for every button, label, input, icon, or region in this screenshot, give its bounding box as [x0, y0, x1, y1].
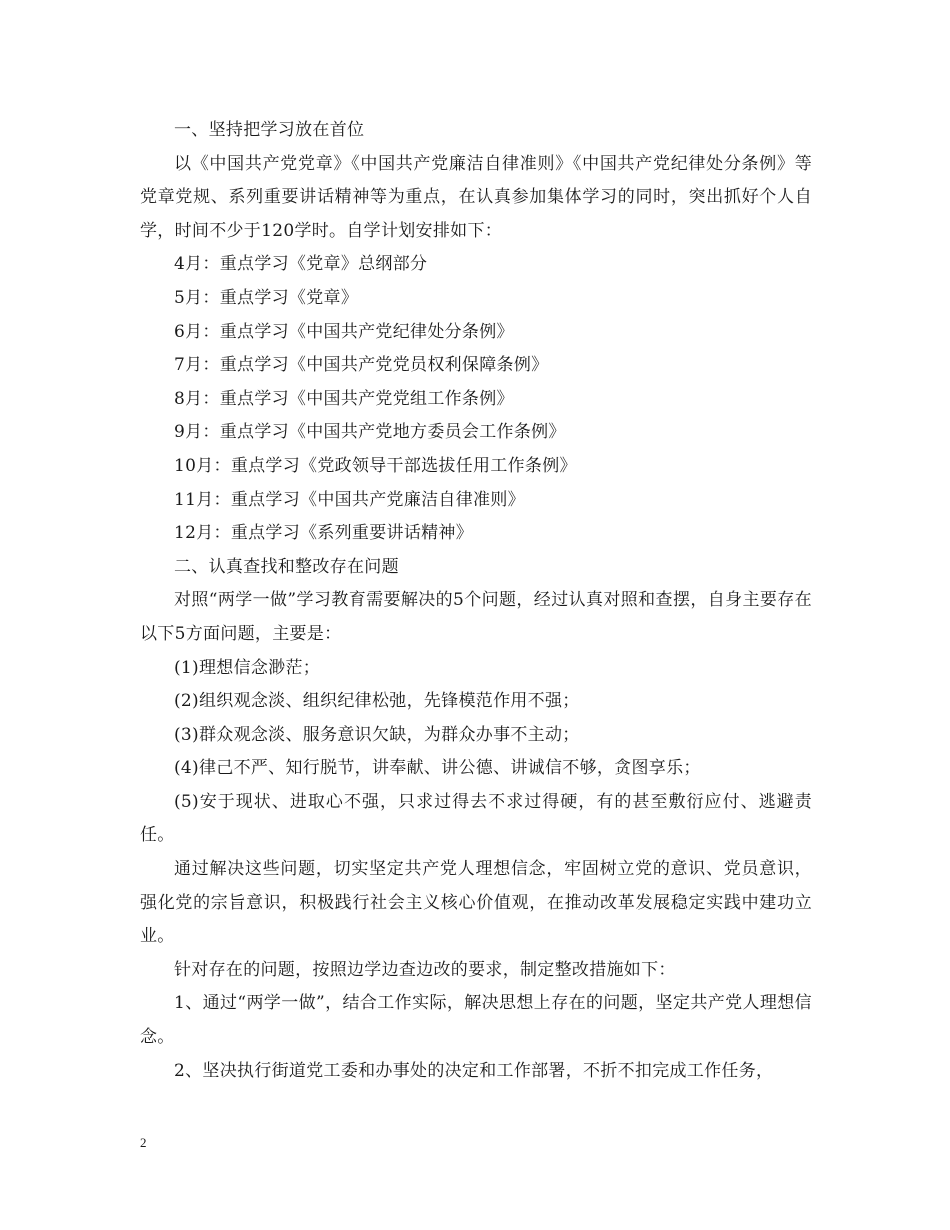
schedule-item-july: 7月：重点学习《中国共产党党员权利保障条例》 — [174, 355, 549, 376]
schedule-item-september: 9月：重点学习《中国共产党地方委员会工作条例》 — [174, 422, 566, 443]
problem-item-4: (4)律己不严、知行脱节，讲奉献、讲公德、讲诚信不够，贪图享乐； — [174, 758, 701, 779]
paragraph-problems-intro: 对照“两学一做”学习教育需要解决的5个问题，经过认真对照和查摆，自身主要存在以下5方面问题，主要是： — [140, 590, 812, 644]
section-heading-2: 二、认真查找和整改存在问题 — [174, 556, 399, 577]
problem-item-1: (1)理想信念渺茫； — [174, 657, 321, 678]
measure-item-1: 1、通过“两学一做”，结合工作实际，解决思想上存在的问题，坚定共产党人理想信念。 — [140, 993, 812, 1048]
page-number: 2 — [140, 1135, 147, 1150]
schedule-item-may: 5月：重点学习《党章》 — [174, 287, 359, 308]
schedule-item-november: 11月：重点学习《中国共产党廉洁自律准则》 — [174, 489, 525, 510]
section-heading-1: 一、坚持把学习放在首位 — [174, 120, 365, 140]
problem-item-3: (3)群众观念淡、服务意识欠缺，为群众办事不主动； — [174, 724, 580, 745]
schedule-item-august: 8月：重点学习《中国共产党党组工作条例》 — [174, 388, 514, 409]
document-body — [140, 114, 812, 1088]
schedule-item-june: 6月：重点学习《中国共产党纪律处分条例》 — [174, 321, 514, 342]
schedule-item-october: 10月：重点学习《党政领导干部选拔任用工作条例》 — [174, 455, 577, 476]
paragraph-measures-intro: 针对存在的问题，按照边学边查边改的要求，制定整改措施如下： — [174, 959, 676, 980]
problem-item-2: (2)组织观念淡、组织纪律松弛，先锋模范作用不强； — [174, 691, 580, 712]
paragraph-study-focus: 以《中国共产党党章》《中国共产党廉洁自律准则》《中国共产党纪律处分条例》等党章党规、系列重要讲话精神等为重点，在认真参加集体学习的同时，突出抓好个人自学，时间不少于120学时。自学计划安排如下： — [140, 153, 812, 241]
measure-item-2: 2、坚决执行街道党工委和办事处的决定和工作部署，不折不扣完成工作任务， — [174, 1060, 774, 1081]
problem-item-5: (5)安于现状、进取心不强，只求过得去不求过得硬，有的甚至敷衍应付、逃避责任。 — [140, 791, 812, 846]
schedule-item-april: 4月：重点学习《党章》总纲部分 — [174, 254, 428, 275]
schedule-item-december: 12月：重点学习《系列重要讲话精神》 — [174, 523, 474, 544]
paragraph-goals: 通过解决这些问题，切实坚定共产党人理想信念，牢固树立党的意识、党员意识，强化党的宗旨意识，积极践行社会主义核心价值观，在推动改革发展稳定实践中建功立业。 — [140, 859, 812, 947]
